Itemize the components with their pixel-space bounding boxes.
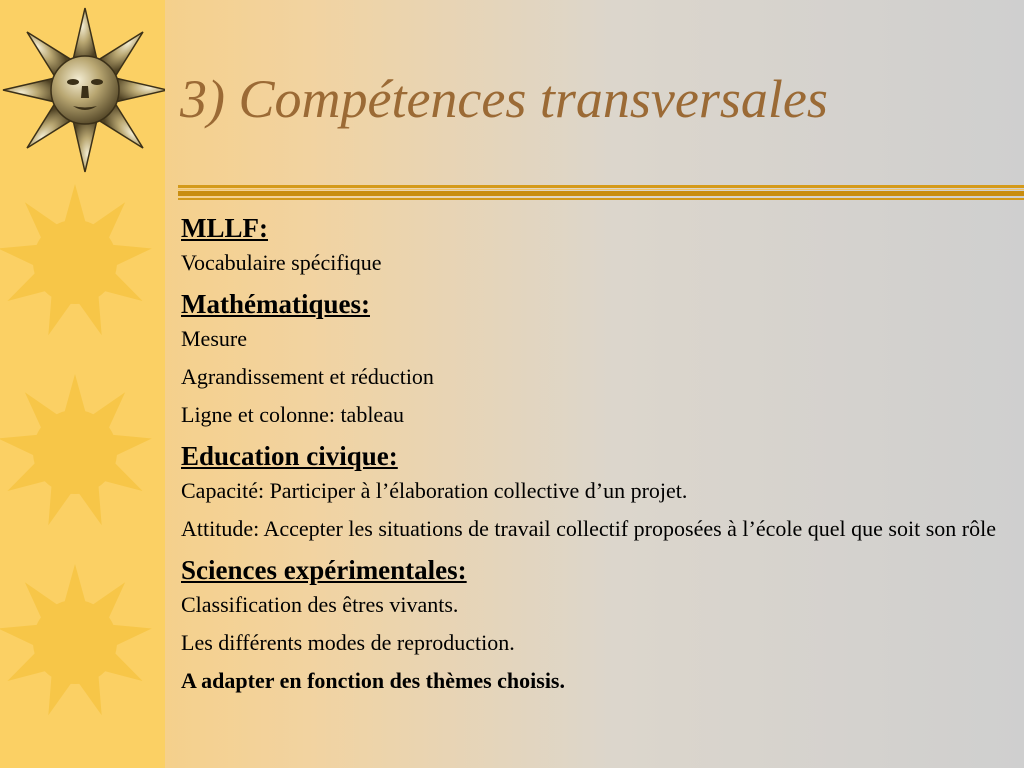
section-heading-mathematiques: Mathématiques: xyxy=(181,289,370,319)
sun-icon xyxy=(0,374,154,529)
decorative-sidebar xyxy=(0,0,165,768)
sun-icon xyxy=(0,184,154,339)
list-item: Capacité: Participer à l’élaboration collective d’un projet. xyxy=(181,478,688,503)
list-item: Vocabulaire spécifique xyxy=(181,250,382,275)
sun-icon xyxy=(0,564,154,719)
slide-body xyxy=(181,210,1011,704)
slide-title: 3) Compétences transversales xyxy=(180,69,828,129)
list-item: Agrandissement et réduction xyxy=(181,364,434,389)
list-item: Classification des êtres vivants. xyxy=(181,592,459,617)
list-item: Mesure xyxy=(181,326,247,351)
title-divider xyxy=(178,183,1024,203)
list-item: Attitude: Accepter les situations de travail collectif proposées à l’école quel que soit son rôle xyxy=(181,516,996,541)
closing-note: A adapter en fonction des thèmes choisis. xyxy=(181,668,565,693)
section-heading-education-civique: Education civique: xyxy=(181,441,398,471)
metal-sun-face-icon xyxy=(3,8,165,172)
list-item: Ligne et colonne: tableau xyxy=(181,402,404,427)
section-heading-sciences-experimentales: Sciences expérimentales: xyxy=(181,555,467,585)
list-item: Les différents modes de reproduction. xyxy=(181,630,515,655)
section-heading-mllf: MLLF: xyxy=(181,213,268,243)
